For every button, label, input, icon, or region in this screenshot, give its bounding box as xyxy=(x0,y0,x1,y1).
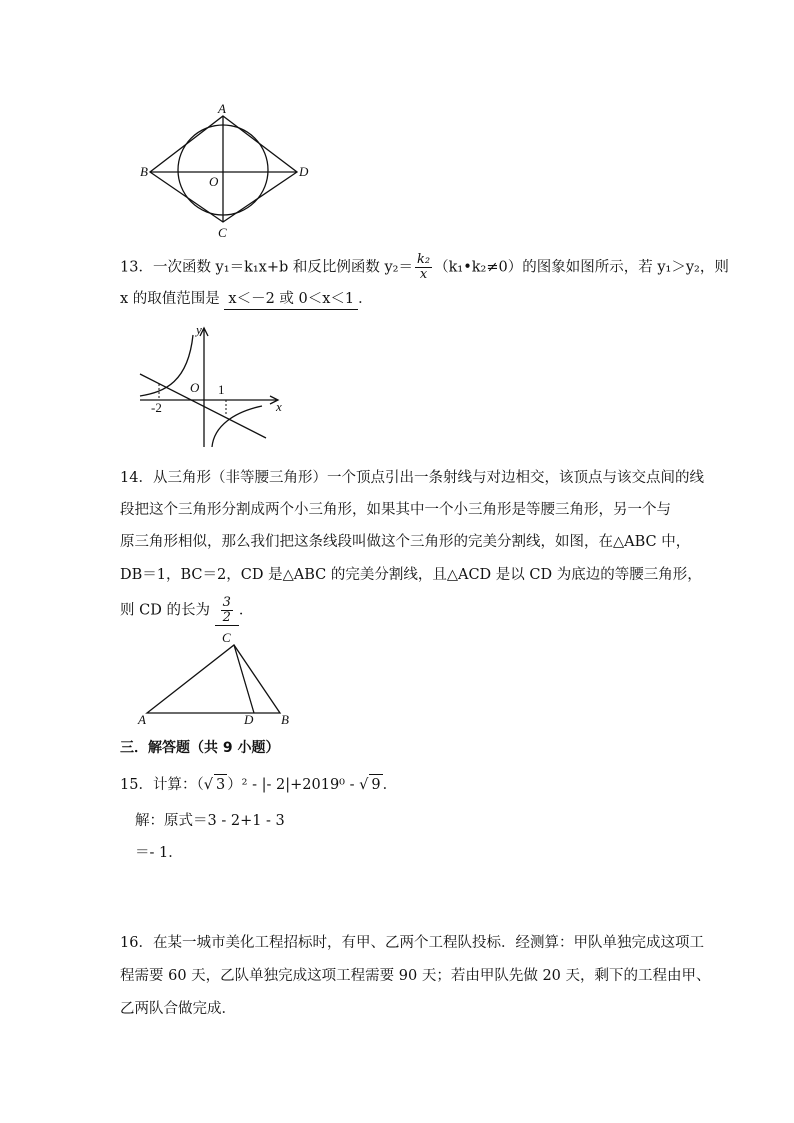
label-a: A xyxy=(138,712,146,727)
q13-line2 xyxy=(120,289,373,310)
q13-line1 xyxy=(120,253,729,282)
q16-line3: 乙两队合做完成． xyxy=(120,1001,236,1017)
q15-sqrt-sign-2: √ xyxy=(359,777,369,793)
q14-line3: 原三角形相似，那么我们把这条线段叫做这个三角形的完美分割线，如图，在△ABC 中， xyxy=(120,534,691,550)
label-b: B xyxy=(281,712,289,727)
q16-line1: 16．在某一城市美化工程招标时，有甲、乙两个工程队投标．经测算：甲队单独完成这项工 xyxy=(120,935,704,951)
q13-fraction xyxy=(415,253,432,282)
q13-answer: x＜－2 或 0＜x＜1 xyxy=(224,289,358,310)
q15-expr-b: ）² - |- 2|+2019⁰ - xyxy=(227,777,355,793)
label-o: O xyxy=(190,380,200,395)
q15-end: ． xyxy=(382,777,398,793)
q14-answer xyxy=(215,596,239,626)
q14-line2: 段把这个三角形分割成两个小三角形，如果其中一个小三角形是等腰三角形，另一个与 xyxy=(120,502,671,518)
label-c: C xyxy=(222,630,231,645)
triangle-abc xyxy=(147,645,280,713)
q13-text-a: 一次函数 y₁＝k₁x+b 和反比例函数 y₂＝ xyxy=(152,259,413,276)
q13-line2-a: x 的取值范围是 xyxy=(120,291,220,307)
q15-number: 15．计算：（ xyxy=(120,777,204,793)
q15-sqrt9: 9 xyxy=(369,774,382,795)
q15-sqrt3: 3 xyxy=(214,774,227,795)
q15-sqrt-sign: √ xyxy=(203,777,213,793)
label-d: D xyxy=(299,164,309,179)
q15-line xyxy=(120,774,397,795)
q15-solution-2: ＝- 1． xyxy=(135,845,183,861)
hyperbola-lower-branch xyxy=(212,406,262,447)
label-c: C xyxy=(218,225,227,240)
q14-answer-den: 2 xyxy=(222,610,231,625)
q14-answer-num: 3 xyxy=(222,595,231,610)
label-y: y xyxy=(196,322,202,337)
hyperbola-upper-branch xyxy=(140,335,193,396)
q13-frac-num: k₂ xyxy=(417,252,431,267)
label-d: D xyxy=(244,712,254,727)
q16-line2: 程需要 60 天，乙队单独完成这项工程需要 90 天；若由甲队先做 20 天，剩下的工程由甲、 xyxy=(120,968,711,984)
q13-line2-b: ． xyxy=(358,291,373,307)
triangle-figure xyxy=(137,630,289,727)
q14-line5 xyxy=(120,596,253,626)
label-o: O xyxy=(209,174,219,189)
q14-line1: 14．从三角形（非等腰三角形）一个顶点引出一条射线与对边相交，该顶点与该交点间的线 xyxy=(120,470,704,486)
q15-solution-1: 解：原式＝3 - 2+1 - 3 xyxy=(135,813,285,829)
q14-line5-b: ． xyxy=(238,602,254,619)
q14-line4: DB＝1，BC＝2，CD 是△ABC 的完美分割线，且△ACD 是以 CD 为底边的等腰三角形， xyxy=(120,567,702,583)
function-graph xyxy=(140,322,282,447)
label-b: B xyxy=(140,164,148,179)
label-x: x xyxy=(276,399,282,414)
q14-line5-a: 则 CD 的长为 xyxy=(120,602,210,619)
q13-frac-den: x xyxy=(419,267,428,282)
q14-answer-fraction xyxy=(221,596,233,625)
q13-number: 13． xyxy=(120,259,153,276)
q13-text-b: （k₁•k₂≠0）的图象如图所示，若 y₁＞y₂，则 xyxy=(434,259,729,276)
tick-1: 1 xyxy=(218,382,225,397)
rhombus-figure xyxy=(140,101,309,240)
section-title: 三．解答题（共 9 小题） xyxy=(120,740,280,756)
label-a: A xyxy=(218,101,226,116)
segment-cd xyxy=(234,645,254,713)
tick-neg2: -2 xyxy=(151,400,162,415)
